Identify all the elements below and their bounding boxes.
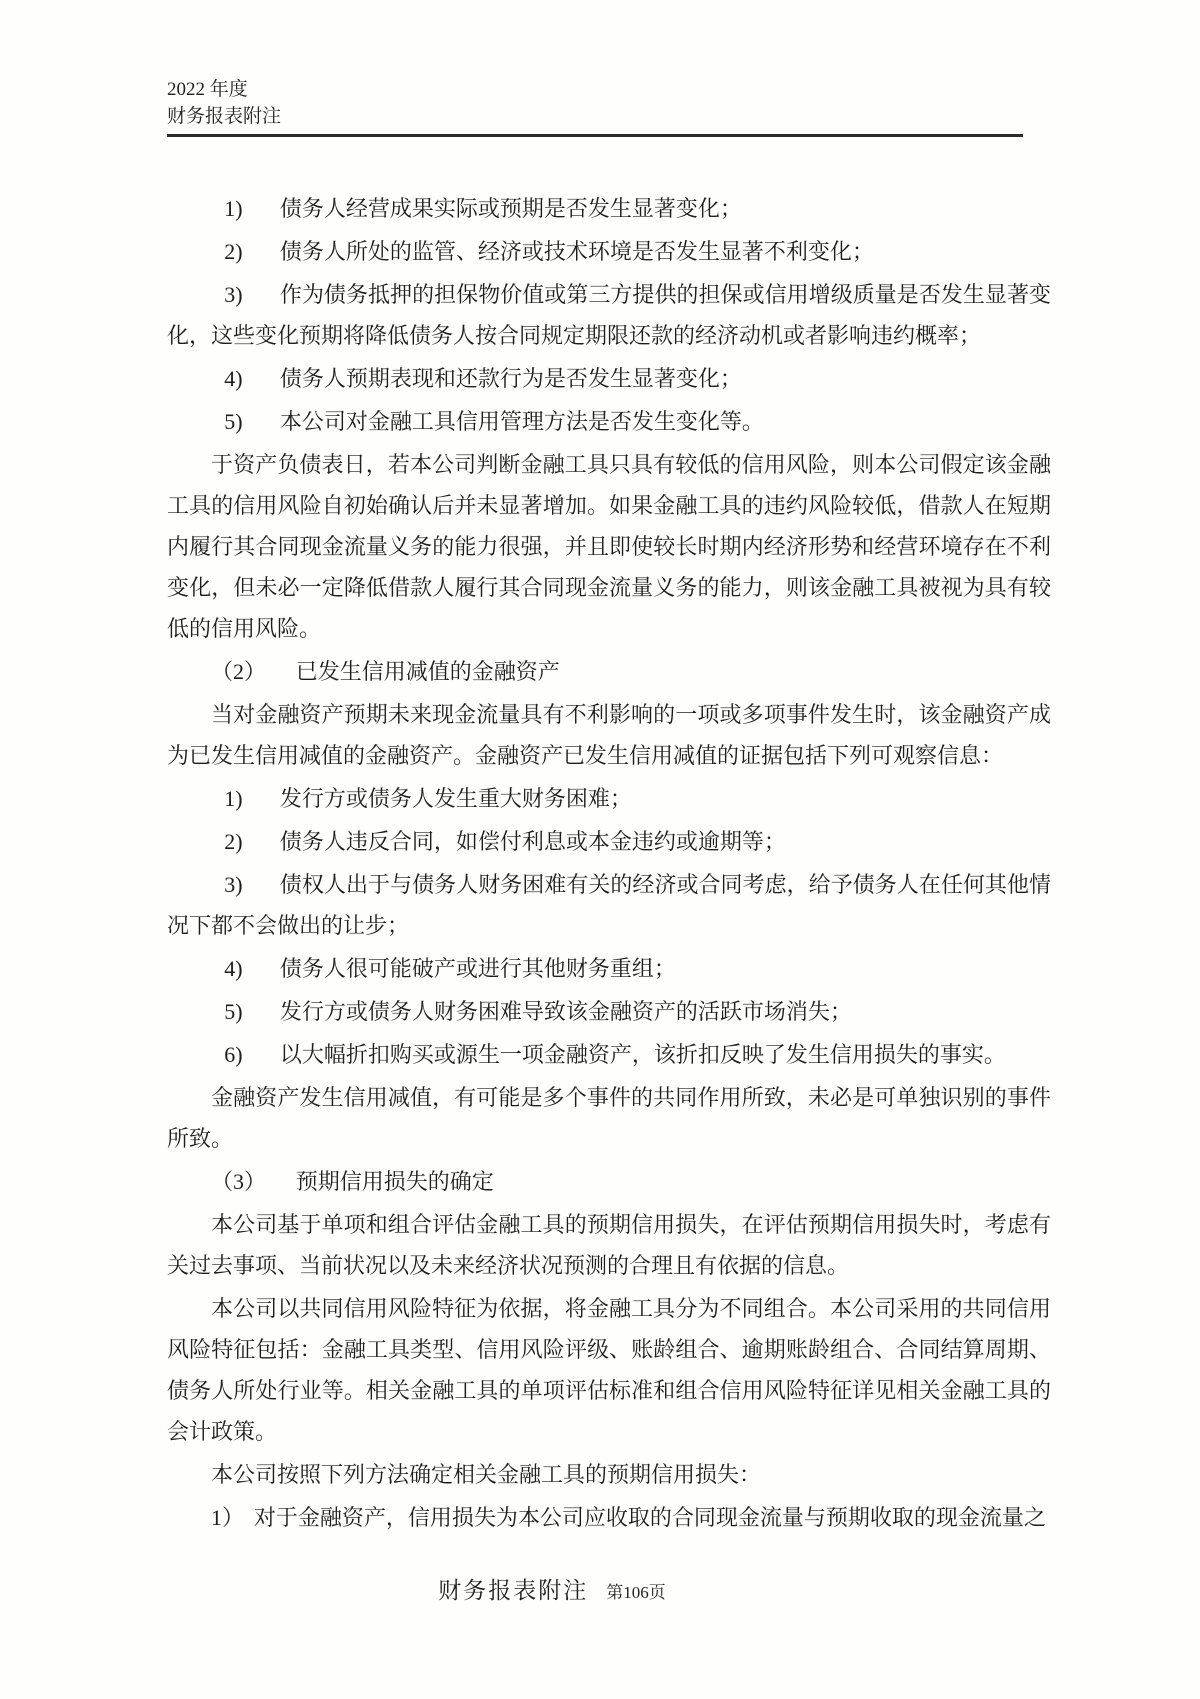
paragraph-text: 债务人预期表现和还款行为是否发生显著变化； [279, 366, 742, 391]
body-paragraph [167, 1204, 1051, 1286]
paragraph-text: 本公司以共同信用风险特征为依据，将金融工具分为不同组合。本公司采用的共同信用风险特征包括：金融工具类型、信用风险评级、账龄组合、逾期账龄组合、合同结算周期、债务人所处行业等。相关金融工具的单项评估标准和组合信用风险特征详见相关金融工具的会计政策。 [167, 1296, 1051, 1444]
section-heading [167, 651, 1051, 692]
paragraph-text: 发行方或债务人财务困难导致该金融资产的活跃市场消失； [279, 999, 852, 1024]
list-item [167, 821, 1051, 862]
list-item [167, 231, 1051, 272]
paragraph-text: 债务人违反合同，如偿付利息或本金违约或逾期等； [279, 829, 786, 854]
paragraph-text: 本公司按照下列方法确定相关金融工具的预期信用损失： [211, 1462, 762, 1487]
paragraph-text: 对于金融资产，信用损失为本公司应收取的合同现金流量与预期收取的现金流量之 [253, 1505, 1046, 1530]
paragraph-text: 债务人经营成果实际或预期是否发生显著变化； [279, 196, 742, 221]
page-footer [0, 1572, 1104, 1605]
list-item [167, 948, 1051, 989]
footer-title: 财务报表附注 [438, 1578, 589, 1603]
paragraph-text: 预期信用损失的确定 [295, 1169, 494, 1194]
body-paragraph [167, 444, 1051, 649]
list-item [167, 864, 1051, 946]
footer-page-number: 第106页 [606, 1583, 666, 1602]
header-rule [167, 134, 1023, 137]
item-number: 3) [224, 872, 243, 897]
list-item [167, 401, 1051, 442]
paragraph-text: 于资产负债表日，若本公司判断金融工具只具有较低的信用风险，则本公司假定该金融工具的信用风险自初始确认后并未显著增加。如果金融工具的违约风险较低，借款人在短期内履行其合同现金流量义务的能力很强，并且即使较长时期内经济形势和经营环境存在不利变化，但未必一定降低借款人履行其合同现金流量义务的能力，则该金融工具被视为具有较低的信用风险。 [167, 452, 1051, 641]
list-item [167, 778, 1051, 819]
item-number: 1） [211, 1505, 245, 1530]
paragraph-text: 本公司对金融工具信用管理方法是否发生变化等。 [279, 409, 764, 434]
page-header [167, 76, 1051, 130]
item-number: （3） [211, 1169, 267, 1194]
item-number: 1) [224, 786, 243, 811]
paragraph-text: 债权人出于与债务人财务困难有关的经济或合同考虑，给予债务人在任何其他情况下都不会做出的让步； [167, 872, 1051, 938]
item-number: 5) [224, 409, 243, 434]
item-number: 1) [224, 196, 243, 221]
item-number: （2） [211, 659, 267, 684]
list-item [167, 358, 1051, 399]
paragraph-text: 本公司基于单项和组合评估金融工具的预期信用损失，在评估预期信用损失时，考虑有关过去事项、当前状况以及未来经济状况预测的合理且有依据的信息。 [167, 1212, 1051, 1278]
document-body [167, 188, 1051, 1540]
paragraph-text: 作为债务抵押的担保物价值或第三方提供的担保或信用增级质量是否发生显著变化，这些变化预期将降低债务人按合同规定期限还款的经济动机或者影响违约概率； [167, 282, 1051, 348]
list-item [167, 1034, 1051, 1075]
body-paragraph [167, 1077, 1051, 1159]
paragraph-text: 已发生信用减值的金融资产 [295, 659, 560, 684]
body-paragraph [167, 694, 1051, 776]
paragraph-text: 债务人很可能破产或进行其他财务重组； [279, 956, 676, 981]
section-heading [167, 1161, 1051, 1202]
paragraph-text: 当对金融资产预期未来现金流量具有不利影响的一项或多项事件发生时，该金融资产成为已发生信用减值的金融资产。金融资产已发生信用减值的证据包括下列可观察信息： [167, 702, 1051, 768]
item-number: 3) [224, 282, 243, 307]
item-number: 4) [224, 366, 243, 391]
list-item [167, 991, 1051, 1032]
header-year: 2022 年度 [167, 79, 248, 100]
paragraph-text: 以大幅折扣购买或源生一项金融资产，该折扣反映了发生信用损失的事实。 [279, 1042, 1006, 1067]
item-number: 4) [224, 956, 243, 981]
header-title: 财务报表附注 [167, 106, 282, 127]
item-number: 2) [224, 829, 243, 854]
paragraph-text: 发行方或债务人发生重大财务困难； [279, 786, 632, 811]
paragraph-text: 金融资产发生信用减值，有可能是多个事件的共同作用所致，未必是可单独识别的事件所致。 [167, 1085, 1051, 1151]
body-paragraph [167, 1497, 1051, 1538]
list-item [167, 274, 1051, 356]
item-number: 2) [224, 239, 243, 264]
body-paragraph [167, 1288, 1051, 1452]
item-number: 5) [224, 999, 243, 1024]
item-number: 6) [224, 1042, 243, 1067]
paragraph-text: 债务人所处的监管、经济或技术环境是否发生显著不利变化； [279, 239, 874, 264]
list-item [167, 188, 1051, 229]
body-paragraph [167, 1454, 1051, 1495]
